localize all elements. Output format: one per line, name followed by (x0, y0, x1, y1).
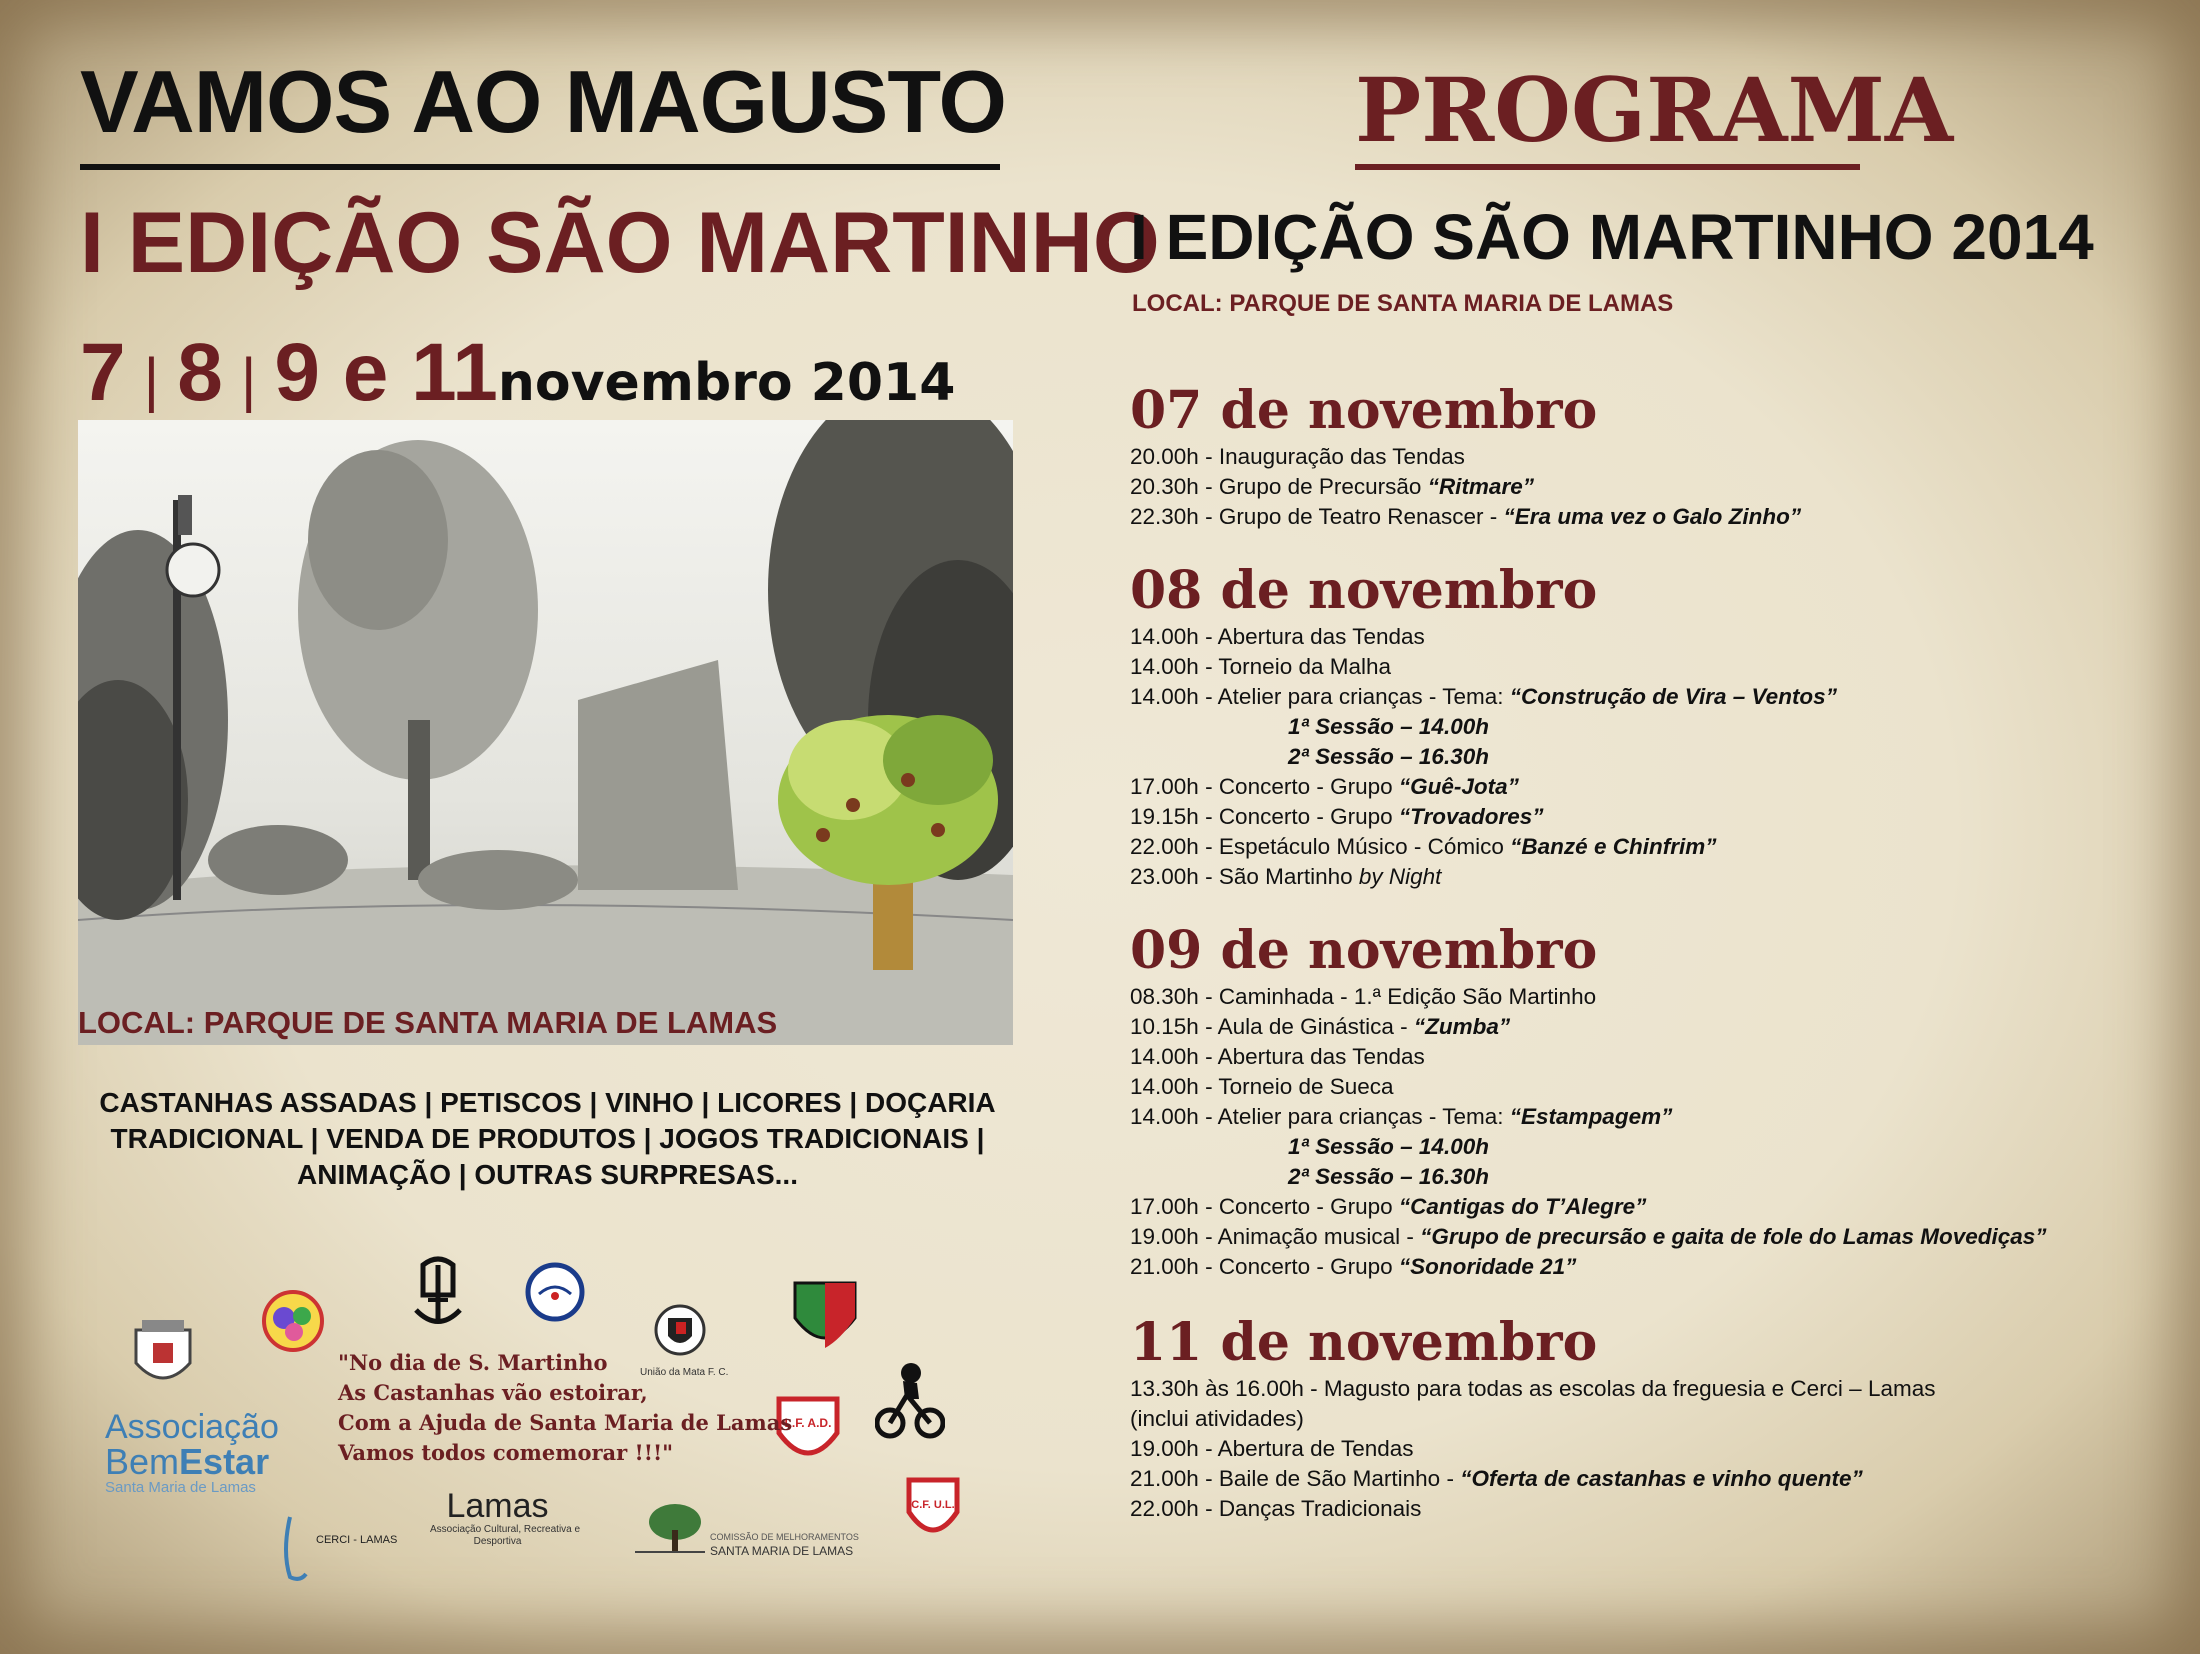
lamas-name: Lamas (446, 1487, 549, 1525)
row-text: 21.00h - Baile de São Martinho - (1130, 1466, 1461, 1491)
bemestar-line2 (105, 1441, 305, 1482)
edition-heading: I EDIÇÃO SÃO MARTINHO (80, 195, 1160, 291)
row-highlight: “Oferta de castanhas e vinho quente” (1460, 1466, 1863, 1491)
row-highlight: “Banzé e Chinfrim” (1510, 834, 1717, 859)
row-text: 23.00h - São Martinho (1130, 864, 1359, 889)
day-heading: 07 de novembro (1130, 380, 1598, 441)
day-heading: 09 de novembro (1130, 920, 1598, 981)
row-text: 13.30h às 16.00h - Magusto para todas as escolas da freguesia e Cerci – Lamas (1130, 1376, 1936, 1401)
row-text: 22.00h - Espetáculo Músico - Cómico (1130, 834, 1511, 859)
row-text: 20.30h - Grupo de Precursão (1130, 474, 1428, 499)
schedule-row (1130, 832, 1837, 862)
day-11-section (1130, 1312, 1936, 1524)
park-illustration (78, 420, 1013, 1045)
day-heading: 08 de novembro (1130, 560, 1598, 621)
comissao-line1: COMISSÃO DE MELHORAMENTOS (710, 1532, 859, 1542)
session-row: 2ª Sessão – 16.30h (1288, 744, 1489, 769)
day-heading: 11 de novembro (1130, 1312, 1598, 1373)
quote-line: Com a Ajuda de Santa Maria de Lamas (338, 1410, 793, 1435)
session-row: 2ª Sessão – 16.30h (1288, 1164, 1489, 1189)
programa-edition: I EDIÇÃO SÃO MARTINHO 2014 (1130, 201, 2094, 273)
products-list (80, 1085, 1015, 1193)
row-text: 10.15h - Aula de Ginástica - (1130, 1014, 1414, 1039)
schedule-row (1130, 1102, 2047, 1132)
cful-label: C.F. U.L. (911, 1499, 955, 1511)
bemestar-estar: Estar (179, 1441, 270, 1482)
row-text: 14.00h - Atelier para crianças - Tema: (1130, 684, 1510, 709)
row-highlight: “Sonoridade 21” (1398, 1254, 1577, 1279)
cerci-logo (280, 1512, 410, 1582)
row-highlight: “Grupo de precursão e gaita de fole do Lamas Movediças” (1420, 1224, 2047, 1249)
date-8: 8 (177, 327, 223, 418)
schedule-row (1130, 502, 1801, 532)
schedule-row (1130, 472, 1801, 502)
row-highlight: “Ritmare” (1427, 474, 1534, 499)
row-text: 19.00h - Abertura de Tendas (1130, 1436, 1414, 1461)
row-text: 17.00h - Concerto - Grupo (1130, 774, 1399, 799)
row-text: 22.30h - Grupo de Teatro Renascer - (1130, 504, 1504, 529)
quote-line: Vamos todos comemorar !!!" (338, 1440, 674, 1465)
lyre-anchor-logo (408, 1255, 468, 1330)
poem-quote (338, 1348, 792, 1468)
bemestar-bem: Bem (105, 1441, 180, 1482)
date-7: 7 (80, 327, 126, 418)
schedule-row (1130, 1464, 1936, 1494)
comissao-melhoramentos-logo (630, 1500, 870, 1565)
products-line: TRADICIONAL | VENDA DE PRODUTOS | JOGOS TRADICIONAIS | (110, 1123, 985, 1154)
row-text: 14.00h - Abertura das Tendas (1130, 624, 1425, 649)
row-text: 14.00h - Torneio da Malha (1130, 654, 1392, 679)
date-9-11: 9 e 11 (274, 327, 498, 418)
schedule-row (1130, 802, 1837, 832)
products-line: ANIMAÇÃO | OUTRAS SURPRESAS... (297, 1159, 798, 1190)
motorcycle-logo (875, 1355, 945, 1440)
schedule-row (1130, 442, 1801, 472)
quote-line: "No dia de S. Martinho (338, 1350, 608, 1375)
programa-location: LOCAL: PARQUE DE SANTA MARIA DE LAMAS (1132, 290, 1674, 317)
programa-title: PROGRAMA (1355, 58, 1954, 162)
day-07-section (1130, 380, 1801, 532)
session-row: 1ª Sessão – 14.00h (1288, 714, 1489, 739)
uniao-mata-label: União da Mata F. C. (640, 1367, 729, 1378)
date-separator: | (143, 346, 160, 413)
comissao-line2: SANTA MARIA DE LAMAS (710, 1544, 854, 1558)
row-text: 08.30h - Caminhada - 1.ª Edição São Martinho (1130, 984, 1597, 1009)
row-text: 22.00h - Danças Tradicionais (1130, 1496, 1422, 1521)
programa-underline (1355, 164, 1860, 170)
day-08-section (1130, 560, 1837, 892)
lamas-sub1: Associação Cultural, Recreativa e (430, 1524, 581, 1535)
date-month: novembro 2014 (497, 353, 956, 413)
row-text: 14.00h - Abertura das Tendas (1130, 1044, 1425, 1069)
schedule-row (1130, 1192, 2047, 1222)
row-highlight: “Trovadores” (1398, 804, 1544, 829)
cerci-label: CERCI - LAMAS (316, 1534, 398, 1546)
row-text: 21.00h - Concerto - Grupo (1130, 1254, 1399, 1279)
schedule-row (1130, 1072, 2047, 1102)
bemestar-line3: Santa Maria de Lamas (105, 1479, 256, 1496)
row-highlight: “Guê-Jota” (1398, 774, 1519, 799)
title-underline (80, 164, 1000, 170)
schedule-row (1130, 622, 1837, 652)
row-highlight: “Estampagem” (1509, 1104, 1673, 1129)
bemestar-logo (105, 1410, 305, 1495)
row-highlight: “Construção de Vira – Ventos” (1509, 684, 1837, 709)
location-caption: LOCAL: PARQUE DE SANTA MARIA DE LAMAS (78, 1005, 778, 1040)
schedule-row (1130, 652, 1837, 682)
cful-shield-logo (905, 1476, 961, 1548)
day-09-section (1130, 920, 2047, 1282)
schedule-row (1130, 682, 1837, 712)
schedule-row (1130, 1042, 2047, 1072)
blue-circle-logo (525, 1262, 585, 1322)
quote-line: As Castanhas vão estoirar, (338, 1380, 648, 1405)
poster-title: VAMOS AO MAGUSTO (80, 52, 1006, 151)
products-line: CASTANHAS ASSADAS | PETISCOS | VINHO | LICORES | DOÇARIA (99, 1087, 996, 1118)
row-text: 14.00h - Torneio de Sueca (1130, 1074, 1394, 1099)
row-text: 14.00h - Atelier para crianças - Tema: (1130, 1104, 1510, 1129)
schedule-row (1130, 862, 1837, 892)
schedule-row (1130, 1222, 2047, 1252)
row-text: 19.00h - Animação musical - (1130, 1224, 1421, 1249)
schedule-row (1130, 1252, 2047, 1282)
row-text: (inclui atividades) (1130, 1406, 1304, 1431)
session-row: 1ª Sessão – 14.00h (1288, 1134, 1489, 1159)
schedule-row (1130, 1374, 1936, 1404)
lamas-sub2: Desportiva (473, 1536, 522, 1547)
schedule-row (1130, 1012, 2047, 1042)
schedule-row (1130, 1434, 1936, 1464)
row-text: 19.15h - Concerto - Grupo (1130, 804, 1399, 829)
date-separator: | (240, 346, 257, 413)
green-red-shield-logo (790, 1278, 860, 1356)
lamas-movedicas-logo (430, 1487, 581, 1568)
colorful-circle-logo (262, 1290, 324, 1352)
row-highlight: “Cantigas do T’Alegre” (1398, 1194, 1647, 1219)
schedule-row (1130, 982, 2047, 1012)
schedule-row (1130, 1494, 1936, 1524)
schedule-row (1130, 1404, 1936, 1434)
row-text: 17.00h - Concerto - Grupo (1130, 1194, 1399, 1219)
freguesia-crest-logo (128, 1318, 198, 1396)
schedule-row (1130, 772, 1837, 802)
bemestar-line1: Associação (105, 1408, 279, 1446)
event-dates (80, 327, 1020, 418)
row-italic: by Night (1358, 864, 1442, 889)
lfad-label: L.F. A.D. (784, 1416, 832, 1430)
row-highlight: “Era uma vez o Galo Zinho” (1503, 504, 1802, 529)
row-text: 20.00h - Inauguração das Tendas (1130, 444, 1465, 469)
row-highlight: “Zumba” (1413, 1014, 1511, 1039)
